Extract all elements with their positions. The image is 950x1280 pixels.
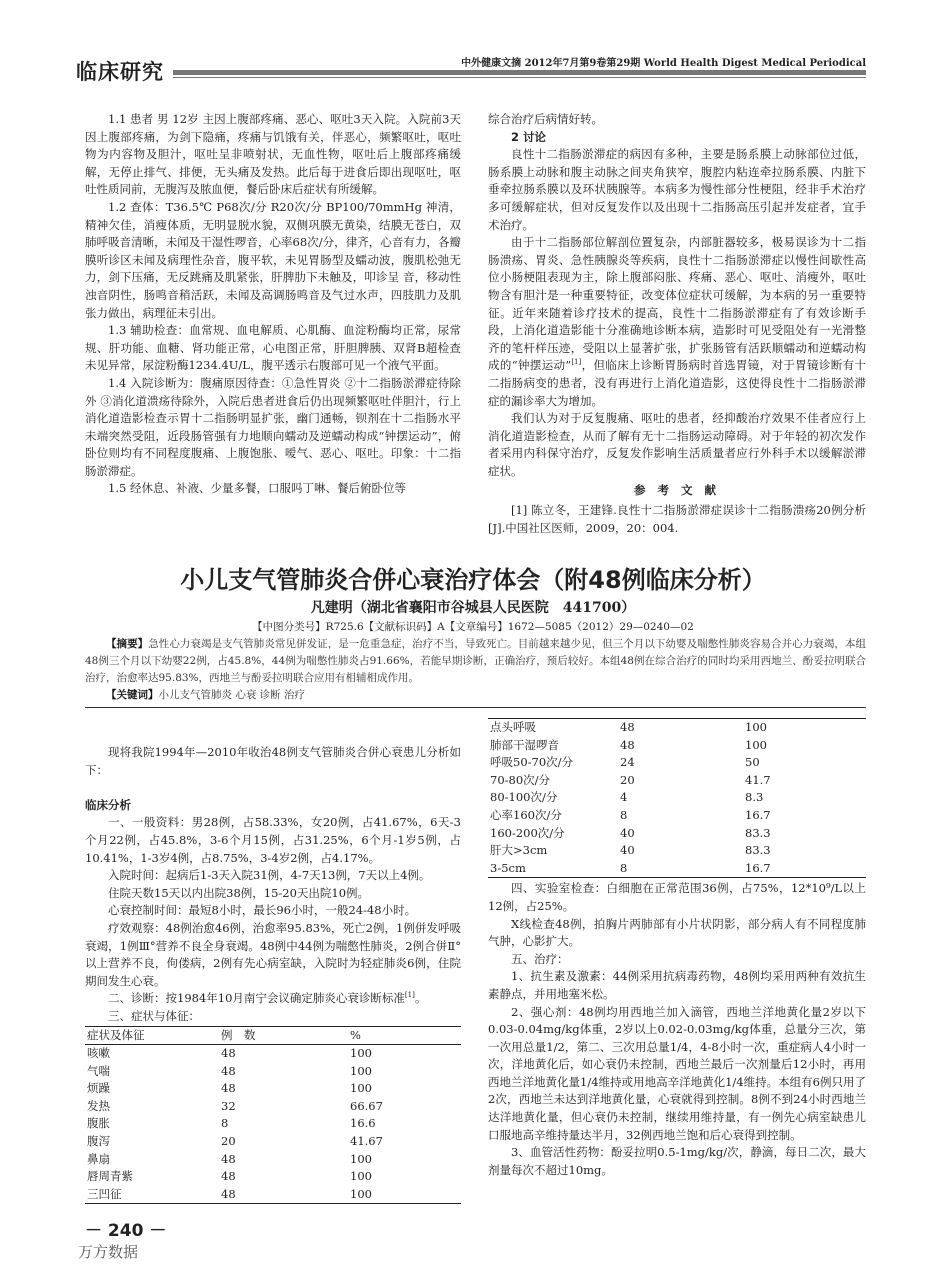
col2-intro: 综合治疗后病情好转。 (488, 112, 603, 126)
table-cell: 腹胀 (87, 1116, 110, 1131)
table-cell: 41.67 (350, 1134, 383, 1149)
table-cell: 8 (620, 807, 628, 822)
table-cell: 48 (221, 1081, 236, 1096)
treatment-1: 1、抗生素及激素：44例采用抗病毒药物，48例均采用两种有效抗生素静点，并用地塞米松。 (488, 969, 866, 1001)
table-cell: 发热 (87, 1098, 110, 1113)
admission-time: 入院时间：起病后1-3天入院31例，4-7天13例，7天以上4例。 (108, 868, 431, 883)
table-cell: 气喘 (87, 1063, 110, 1078)
table-cell: 腹泻 (87, 1134, 110, 1149)
table-cell: 100 (350, 1151, 372, 1166)
case-1-2: 1.2 查体：T36.5℃ P68次/分 R20次/分 BP100/70mmHg 神清，精神欠佳，消瘦体质，无明显脱水貌，双侧巩膜无黄染，结膜无苍白，双肺呼吸音清晰，未闻及干湿性啰音，心率68次/分，律齐，心音有力，各瓣膜听诊区未闻及病理性杂音，腹平软，未见胃肠型及蠕动波，腹肌松弛无力，剑下压痛，无反跳痛及肌紧张，肝脾肋下未触及，叩诊呈 音，移动性浊音阴性，肠鸣音稍活跃，未闻及高调肠鸣音及气过水声，四肢肌力及肌张力做出，病理征未引出。 (85, 199, 461, 320)
discussion-p2: 由于十二指肠部位解剖位置复杂，内部脏器较多，极易误诊为十二指肠溃疡、胃炎、急性胰腺炎等疾病，良性十二指肠淤滞症以慢性间歇性高位小肠梗阻表现为主，除上腹部闷胀、疼痛、恶心、呕吐、消瘦外，呕吐物含有胆汁是一种重要特征，改变体位症状可缓解，为本病的另一重要特征。近年来随着诊疗技术的提高，良性十二指肠淤滞症有了有效诊断手段，上消化道造影能十分准确地诊断本病，造影时可见受阻处有一光滑整齐的笔杆样压迹，受阻以上显著扩张，扩张肠管有活跃顺蠕动和逆蠕动构成的“钟摆运动”[1]，但临床上诊断胃肠病时首选胃镜，对于胃镜诊断有十二指肠病变的患者，没有再进行上消化道造影，这使得良性十二指肠淤滞症的漏诊率大为增加。 (488, 235, 866, 408)
table-cell: 点头呼吸 (490, 720, 536, 734)
discussion-p3: 我们认为对于反复腹痛、呕吐的患者，经抑酸治疗效果不佳者应行上消化道造影检查，从而了解有无十二指肠运动障碍。对于年轻的初次发作者采用内科保守治疗，反复发作影响生活质量者应行外科手术以缓解淤滞症状。 (488, 411, 866, 478)
table-row (85, 1133, 461, 1151)
table-cell: 心率160次/分 (490, 807, 562, 822)
table-cell: 66.67 (350, 1098, 383, 1113)
control-time: 心衰控制时间：最短8小时，最长96小时，一般24-48小时。 (108, 903, 417, 918)
table-cell: 16.7 (745, 807, 771, 822)
table-cell: 48 (620, 737, 635, 752)
table-cell: 100 (745, 737, 767, 752)
table-row (85, 1045, 461, 1063)
table-row (85, 1115, 461, 1133)
table-cell: 咳嗽 (87, 1046, 110, 1061)
table-row (85, 1151, 461, 1169)
prev-article-col1 (85, 111, 461, 498)
abstract-block (85, 636, 866, 704)
table-row (488, 789, 866, 807)
table-cell: 8 (620, 860, 628, 875)
table-cell: 呼吸50-70次/分 (490, 755, 574, 770)
table-cell: 100 (350, 1169, 372, 1184)
table-cell: 4 (620, 790, 628, 805)
case-1-3: 1.3 辅助检查：血常规、血电解质、心肌酶、血淀粉酶均正常，尿常规、肝功能、血糖、肾功能正常，心电图正常，肝胆脾胰、双肾B超检查未见异常，尿淀粉酶1234.4U/L，腹平透示右腹部可见一个液气平面。 (85, 323, 461, 373)
table-cell: 83.3 (745, 843, 771, 858)
case-1-4: 1.4 入院诊断为：腹痛原因待查：①急性胃炎 ②十二指肠淤滞症待除外 ③消化道溃疡待除外，入院后患者进食后仍出现频繁呕吐伴胆汁，行上消化道造影检查示胃十二指肠明显扩张，幽门通畅，钡剂在十二指肠水平未端突然受阻，近段肠管强有力地顺向蠕动及逆蠕动构成“钟摆运动”，俯卧位则均有不同程度腹痛、上腹饱胀、嗳气、恶心、呕吐。印象：十二指肠淤滞症。 (85, 375, 461, 478)
table-cell: 3-5cm (490, 860, 526, 875)
table-cell: 48 (620, 720, 635, 734)
table-row (488, 807, 866, 825)
clinical-heading: 临床分析 (85, 797, 131, 812)
article-title: 小儿支气管肺炎合併心衰治疗体会（附48例临床分析） (180, 566, 766, 594)
table-cell: 48 (221, 1151, 236, 1166)
keywords: 【关键词】小儿支气管肺炎 心衰 诊断 治疗 (106, 689, 306, 701)
diagnosis: 二、诊断：按1984年10月南宁会议确定肺炎心衰诊断标准[1]。 (108, 991, 427, 1006)
table-row (488, 737, 866, 755)
article-meta: 【中图分类号】R725.6【文献标识码】A【文章编号】1672—5085（2012）29—0240—02 (252, 621, 694, 633)
journal-header: 中外健康文摘 2012年7月第9卷第29期 World Health Digest Medical Periodical (461, 58, 866, 69)
table-row (488, 825, 866, 843)
table-row (85, 1063, 461, 1081)
symptoms-table-cont (488, 718, 866, 878)
general-data: 一、一般资料：男28例，占58.33%，女20例，占41.67%，6天-3个月22例，占45.8%，3-6个月15例，占31.25%，6个月-1岁5例，占10.41%，1-3岁4例，占8.75%，3-4岁2例，占4.17%。 (85, 815, 461, 865)
table-row (488, 842, 866, 860)
table-cell: 40 (620, 843, 635, 858)
table-cell: 8.3 (745, 790, 764, 805)
table-cell: 肝大>3cm (490, 843, 548, 858)
table-row (488, 860, 866, 878)
keywords-label: 【关键词】 (106, 689, 159, 701)
table-cell: 80-100次/分 (490, 790, 558, 805)
table-cell: 41.7 (745, 772, 771, 787)
lab-exam: 四、实验室检查：白细胞在正常范围36例，占75%，12*10⁹/L以上12例，占25%。 (488, 881, 866, 913)
table-cell: 160-200次/分 (490, 825, 565, 840)
page-number: － 240 － (85, 1221, 167, 1241)
table-row (85, 1080, 461, 1098)
table-cell: 100 (350, 1081, 372, 1096)
table-row (85, 1168, 461, 1186)
table-row (85, 1098, 461, 1116)
efficacy: 疗效观察：48例治愈46例，治愈率95.83%，死亡2例，1例併发呼吸衰竭，1例Ⅲ°营养不良全身衰竭。48例中44例为喘憋性肺炎，2例合併Ⅱ°以上营养不良，佝偻病，2例有先心病室缺，入院时为轻症肺炎6例，住院期间发生心衰。 (85, 920, 461, 988)
discussion-p1: 良性十二指肠淤滞症的病因有多种，主要是肠系膜上动脉部位过低，肠系膜上动脉和腹主动脉之间夹角狭窄，腹腔内粘连牵拉肠系膜、内脏下垂牵拉肠系膜以及环状胰腺等。本病多为慢性部分性梗阻，经非手术治疗多可缓解症状，但对反复发作以及出现十二指肠高压引起并发症者，宜手术治疗。 (488, 147, 866, 232)
table-cell: 48 (221, 1186, 236, 1201)
table-cell: 鼻扇 (87, 1151, 110, 1166)
table-row (488, 772, 866, 790)
abstract-label: 【摘要】 (106, 638, 149, 650)
table-cell: 8 (221, 1116, 229, 1131)
discussion-heading: 2 讨论 (511, 129, 547, 144)
abstract-rule (85, 707, 866, 708)
table-cell: 16.6 (350, 1116, 376, 1131)
table-cell: 三凹征 (87, 1186, 122, 1201)
table-cell: 100 (350, 1063, 372, 1078)
table-cell: 20 (221, 1134, 236, 1149)
header-rule-thin (173, 77, 866, 78)
table-row (488, 719, 866, 737)
table-cell: 100 (350, 1186, 372, 1201)
section-label: 临床研究 (76, 60, 164, 84)
symptoms-heading: 三、症状与体征： (108, 1008, 200, 1023)
xray-exam: X线检查48例，拍胸片两肺部有小片状阴影，部分病人有不同程度肺气肿，心影扩大。 (488, 916, 866, 949)
prev-article-col2 (488, 111, 866, 537)
case-1-5: 1.5 经休息、补液、少量多餐，口服吗丁啉、餐后俯卧位等 (108, 481, 406, 496)
citation-mark: [1] (571, 358, 582, 367)
references-heading: 参 考 文 献 (633, 483, 720, 498)
intro: 现将我院1994年—2010年收治48例支气管肺炎合併心衰患儿分析如下： (85, 745, 461, 777)
abstract: 【摘要】急性心力衰竭是支气管肺炎常见併发证，是一危重急症，治疗不当，导致死亡。目前越来越少见，但三个月以下幼婴及喘憋性肺炎容易合并心力衰竭，本组48例三个月以下幼婴22例，占45.8%，44例为喘憋性肺炎占91.66%，若能早期诊断，正确治疗，预后较好。本组48例在综合治疗的同时均采用西地兰、酚妥拉明联合治疗，治愈率达95.83%，西地兰与酚妥拉明联合应用有相辅相成作用。 (85, 638, 867, 684)
header-rule (173, 70, 866, 75)
treatment-3: 3、血管活性药物：酚妥拉明0.5-1mg/kg/次，静滴，每日二次，最大剂量每次不超过10mg。 (488, 1145, 866, 1177)
table-row (85, 1186, 461, 1204)
table-header-row: 症状及体征 例 数 % (85, 1026, 461, 1045)
table-row (488, 754, 866, 772)
table-cell: 烦躁 (87, 1081, 110, 1096)
article-author: 凡建明（湖北省襄阳市谷城县人民医院 441700） (310, 600, 636, 616)
table-cell: 32 (221, 1098, 236, 1113)
symptoms-table (85, 1026, 461, 1205)
table-cell: 唇周青紫 (87, 1169, 133, 1184)
stay-days: 住院天数15天以内出院38例，15-20天出院10例。 (108, 885, 370, 900)
treatment-2: 2、强心剂：48例均用西地兰加入滴管，西地兰洋地黄化量2岁以下0.03-0.04mg/kg体重，2岁以上0.02-0.03mg/kg体重，总量分三次，第一次用总量1/2，第二、三次用总量1/4，4-8小时一次，重症病人4小时一次，洋地黄化后，如心衰仍未控制，西地兰最后一次剂量后12小时，再用西地兰洋地黄化量1/4维持或用地高辛洋地黄化1/4维持。本组有6例只用了2次，西地兰未达到洋地黄化量，心衰就得到控制。8例不到24小时西地兰达洋地黄化量，但心衰仍未控制，继续用维持量，有一例先心病室缺患儿口服地高辛维持量达半月，32例西地兰饱和后心衰得到控制。 (488, 1004, 866, 1142)
table-cell: 70-80次/分 (490, 772, 551, 787)
table-cell: 肺部干湿啰音 (490, 737, 559, 752)
table-cell: 48 (221, 1063, 236, 1078)
article-col1 (85, 744, 461, 1204)
table-cell: 48 (221, 1169, 236, 1184)
table-cell: 20 (620, 772, 635, 787)
table-cell: 50 (745, 755, 760, 770)
article-col2 (488, 718, 866, 1179)
reference-1: [1] 陈立冬，王建锋.良性十二指肠淤滞症误诊十二指肠溃疡20例分析[J].中国社区医师，2009，20：004. (488, 503, 866, 535)
table-cell: 83.3 (745, 825, 771, 840)
table-cell: 16.7 (745, 860, 771, 875)
table-cell: 48 (221, 1046, 236, 1061)
watermark: 万方数据 (78, 1243, 139, 1261)
case-1-1: 1.1 患者 男 12岁 主因上腹部疼痛、恶心、呕吐3天入院。入院前3天因上腹部疼痛，为剑下隐痛，疼痛与饥饿有关，伴恶心，频繁呕吐，呕吐物为内容物及胆汁，呕吐呈非喷射状，无血性物，呕吐后上腹部疼痛缓解，无停止排气、排便，无头痛及发热。此后每于进食后即出现呕吐，呕吐性质同前，无腹泻及脓血便，餐后卧床后症状有所缓解。 (85, 112, 461, 197)
table-cell: 40 (620, 825, 635, 840)
treatment-heading: 五、治疗： (511, 951, 569, 966)
table-cell: 100 (350, 1046, 372, 1061)
table-cell: 24 (620, 755, 635, 770)
table-cell: 100 (745, 720, 767, 734)
